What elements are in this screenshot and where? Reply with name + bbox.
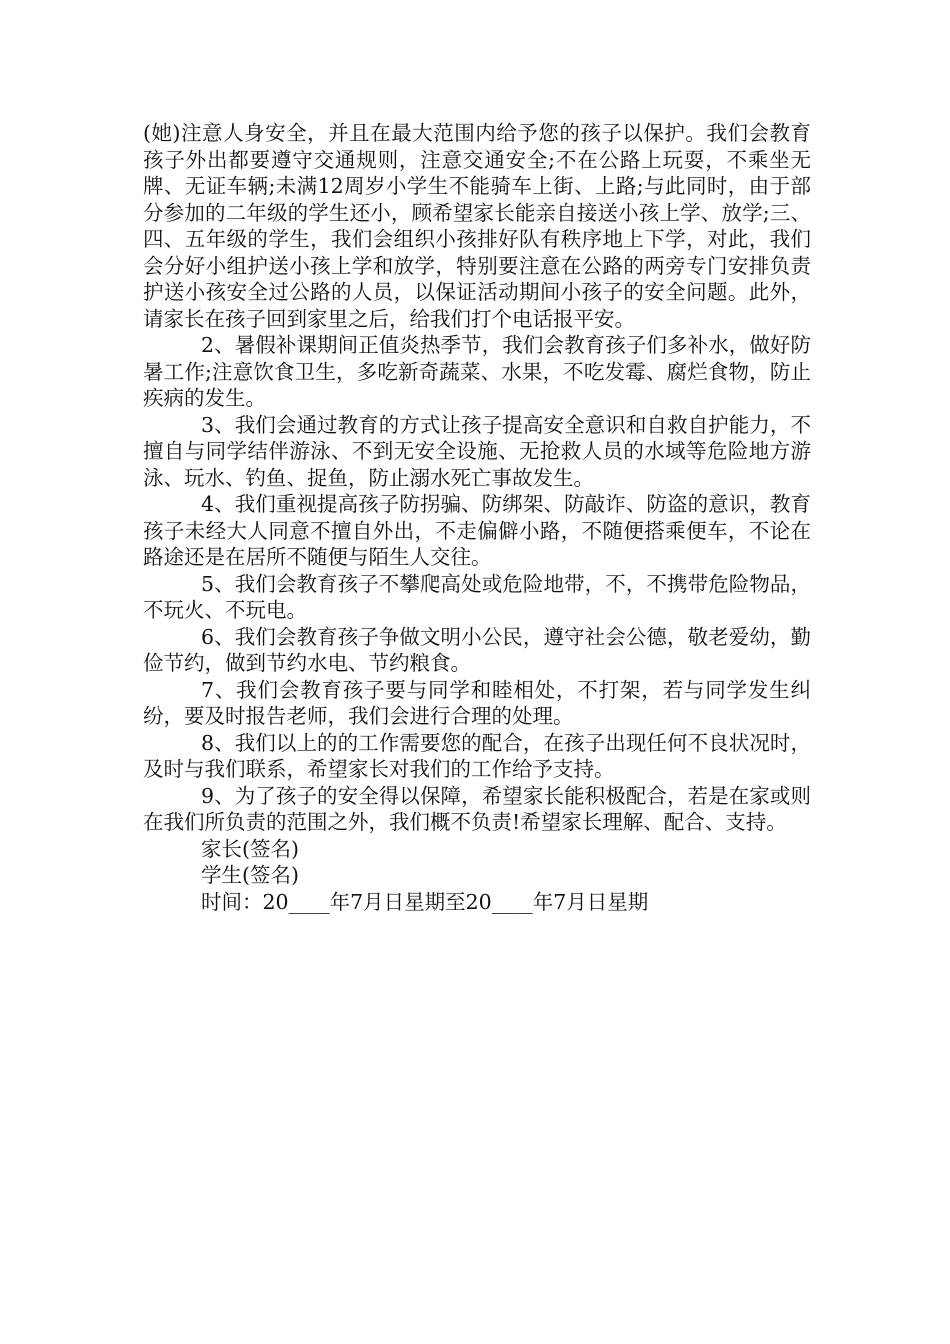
paragraph-item-7: 7、我们会教育孩子要与同学和睦相处，不打架，若与同学发生纠纷，要及时报告老师，我们会进行合理的处理。 xyxy=(143,677,811,728)
paragraph-item-5: 5、我们会教育孩子不攀爬高处或危险地带，不，不携带危险物品，不玩火、不玩电。 xyxy=(143,571,811,622)
time-line: 时间：20____年7月日星期至20____年7月日星期 xyxy=(201,889,649,914)
paragraph-item-4: 4、我们重视提高孩子防拐骗、防绑架、防敲诈、防盗的意识，教育孩子未经大人同意不擅自外出，不走偏僻小路，不随便搭乘便车，不论在路途还是在居所不随便与陌生人交往。 xyxy=(143,492,811,569)
paragraph-item-3: 3、我们会通过教育的方式让孩子提高安全意识和自救自护能力，不擅自与同学结伴游泳、不到无安全设施、无抢救人员的水域等危险地方游泳、玩水、钓鱼、捉鱼，防止溺水死亡事故发生。 xyxy=(143,412,811,490)
document-body xyxy=(143,120,811,915)
student-signature-line: 学生(签名) xyxy=(201,863,299,887)
paragraph-item-8: 8、我们以上的的工作需要您的配合，在孩子出现任何不良状况时，及时与我们联系，希望家长对我们的工作给予支持。 xyxy=(143,730,811,781)
parent-signature-line: 家长(签名) xyxy=(201,836,299,861)
paragraph-item-6: 6、我们会教育孩子争做文明小公民，遵守社会公德，敬老爱幼，勤俭节约，做到节约水电、节约粮食。 xyxy=(143,624,811,675)
paragraph-item-9: 9、为了孩子的安全得以保障，希望家长能积极配合，若是在家或则在我们所负责的范围之外，我们概不负责!希望家长理解、配合、支持。 xyxy=(143,783,811,834)
paragraph-item-2: 2、暑假补课期间正值炎热季节，我们会教育孩子们多补水，做好防暑工作;注意饮食卫生，多吃新奇蔬菜、水果，不吃发霉、腐烂食物，防止疾病的发生。 xyxy=(143,333,811,410)
paragraph-intro-continued: (她)注意人身安全，并且在最大范围内给予您的孩子以保护。我们会教育孩子外出都要遵守交通规则，注意交通安全;不在公路上玩耍，不乘坐无牌、无证车辆;未满12周岁小学生不能骑车上街、上路;与此同时，由于部分参加的二年级的学生还小，顾希望家长能亲自接送小孩上学、放学;三、四、五年级的学生，我们会组织小孩排好队有秩序地上下学，对此，我们会分好小组护送小孩上学和放学，特别要注意在公路的两旁专门安排负责护送小孩安全过公路的人员，以保证活动期间小孩子的安全问题。此外，请家长在孩子回到家里之后，给我们打个电话报平安。 xyxy=(143,121,811,331)
